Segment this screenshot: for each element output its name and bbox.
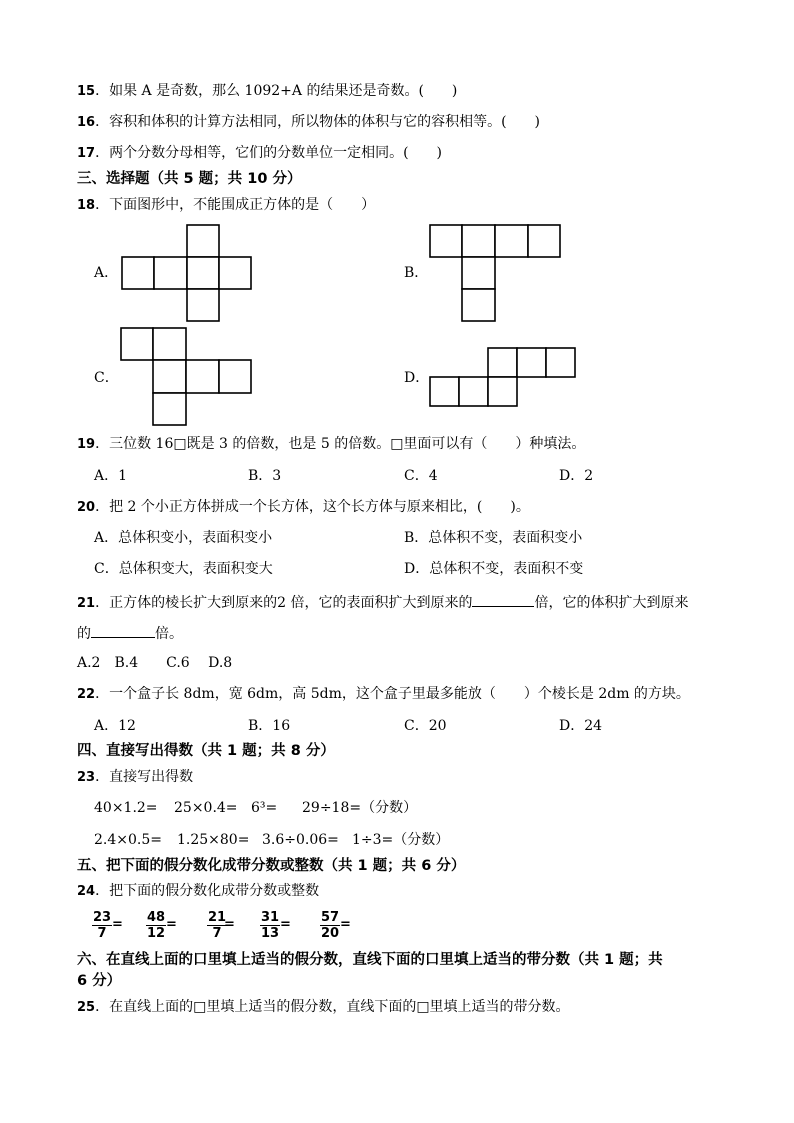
question-15 [77, 82, 457, 101]
answer-blank[interactable] [472, 592, 534, 607]
q20-option-a: A．总体积变小，表面积变小 [94, 530, 273, 546]
equals-sign: = [112, 917, 123, 932]
question-number: 17 [77, 146, 96, 161]
section-6-heading: 六、在直线上面的口里填上适当的假分数，直线下面的口里填上适当的带分数（共 1 题；共 [77, 952, 663, 968]
option-a-label: A． [94, 265, 119, 281]
equals-sign: = [340, 917, 351, 932]
question-text: ．容积和体积的计算方法相同，所以物体的体积与它的容积相等。( ) [95, 114, 541, 130]
calc-7: 3.6÷0.06= [262, 832, 339, 848]
q22-option-d: D．24 [559, 718, 603, 734]
question-number: 25 [77, 1000, 96, 1015]
question-text: ．一个盒子长 8dm，宽 6dm，高 5dm，这个盒子里最多能放（ ）个棱长是 2dm 的方块。 [95, 686, 690, 702]
question-21 [77, 592, 688, 613]
q20-option-b: B．总体积不变，表面积变小 [404, 530, 583, 546]
denominator: 12 [147, 926, 166, 941]
question-23 [77, 768, 193, 787]
numerator: 57 [321, 910, 340, 925]
section-4-heading: 四、直接写出得数（共 1 题；共 8 分） [77, 743, 335, 759]
q19-option-d: D．2 [559, 468, 594, 484]
question-25 [77, 998, 570, 1017]
question-number: 15 [77, 84, 96, 99]
numerator: 21 [208, 910, 227, 925]
question-number: 20 [77, 500, 96, 515]
option-b-label: B． [404, 265, 429, 281]
q20-option-c: C．总体积变大，表面积变大 [94, 561, 273, 577]
q22-option-b: B．16 [248, 718, 291, 734]
section-6-heading-cont: 6 分） [77, 973, 122, 989]
calc-3: 6³= [251, 800, 278, 816]
question-text: ．两个分数分母相等，它们的分数单位一定相同。( ) [95, 145, 443, 161]
question-text: ．把下面的假分数化成带分数或整数 [95, 883, 320, 899]
numerator: 31 [261, 910, 280, 925]
denominator: 7 [212, 926, 222, 941]
question-19 [77, 435, 585, 454]
denominator: 20 [321, 926, 340, 941]
cube-net-c [120, 327, 254, 429]
question-text: ．在直线上面的□里填上适当的假分数，直线下面的□里填上适当的带分数。 [95, 999, 570, 1015]
q19-option-a: A．1 [94, 468, 128, 484]
question-20 [77, 498, 530, 517]
question-text: ．正方体的棱长扩大到原来的2 倍，它的表面积扩大到原来的 [95, 595, 473, 611]
denominator: 13 [261, 926, 280, 941]
question-text: ．三位数 16□既是 3 的倍数，也是 5 的倍数。□里面可以有（ ）种填法。 [95, 436, 586, 452]
question-number: 16 [77, 115, 96, 130]
fraction-4 [260, 910, 280, 941]
fraction-1 [92, 910, 112, 941]
calc-5: 2.4×0.5= [94, 832, 162, 848]
denominator: 7 [97, 926, 107, 941]
q20-option-d: D．总体积不变，表面积不变 [404, 561, 584, 577]
question-text: ．下面图形中，不能围成正方体的是（ ） [95, 197, 376, 213]
question-text: ．把 2 个小正方体拼成一个长方体，这个长方体与原来相比，( )。 [95, 499, 530, 515]
fraction-2 [146, 910, 166, 941]
question-number: 24 [77, 884, 96, 899]
q22-option-c: C．20 [404, 718, 447, 734]
section-5-heading: 五、把下面的假分数化成带分数或整数（共 1 题；共 6 分） [77, 858, 466, 874]
equals-sign: = [280, 917, 291, 932]
calc-4: 29÷18=（分数） [302, 800, 418, 816]
q22-option-a: A．12 [94, 718, 136, 734]
question-number: 23 [77, 770, 96, 785]
fraction-5 [320, 910, 340, 941]
calc-2: 25×0.4= [174, 800, 238, 816]
question-text: 倍。 [155, 626, 183, 642]
equals-sign: = [166, 917, 177, 932]
cube-net-a [121, 224, 253, 324]
option-d-label: D． [404, 370, 430, 386]
numerator: 48 [147, 910, 166, 925]
option-c-label: C． [94, 370, 119, 386]
question-17 [77, 144, 442, 163]
q21-options: A.2 B.4 C.6 D.8 [77, 655, 233, 671]
equals-sign: = [224, 917, 235, 932]
cube-net-d [429, 347, 579, 409]
cube-net-b [429, 224, 563, 324]
question-text: 倍，它的体积扩大到原来 [534, 595, 689, 611]
q19-option-c: C．4 [404, 468, 438, 484]
calc-6: 1.25×80= [177, 832, 250, 848]
question-24 [77, 882, 319, 901]
calc-8: 1÷3=（分数） [352, 832, 450, 848]
question-number: 22 [77, 687, 96, 702]
question-number: 21 [77, 596, 96, 611]
question-16 [77, 113, 540, 132]
question-text: ．如果 A 是奇数，那么 1092+A 的结果还是奇数。( ) [95, 83, 458, 99]
question-number: 18 [77, 198, 96, 213]
question-22 [77, 685, 690, 704]
answer-blank[interactable] [91, 623, 155, 638]
question-text: 的 [77, 626, 91, 642]
question-text: ．直接写出得数 [95, 769, 194, 785]
q19-option-b: B．3 [248, 468, 282, 484]
numerator: 23 [93, 910, 112, 925]
calc-1: 40×1.2= [94, 800, 158, 816]
section-3-heading: 三、选择题（共 5 题；共 10 分） [77, 171, 302, 187]
question-18 [77, 196, 375, 215]
question-21-cont [77, 623, 183, 643]
question-number: 19 [77, 437, 96, 452]
